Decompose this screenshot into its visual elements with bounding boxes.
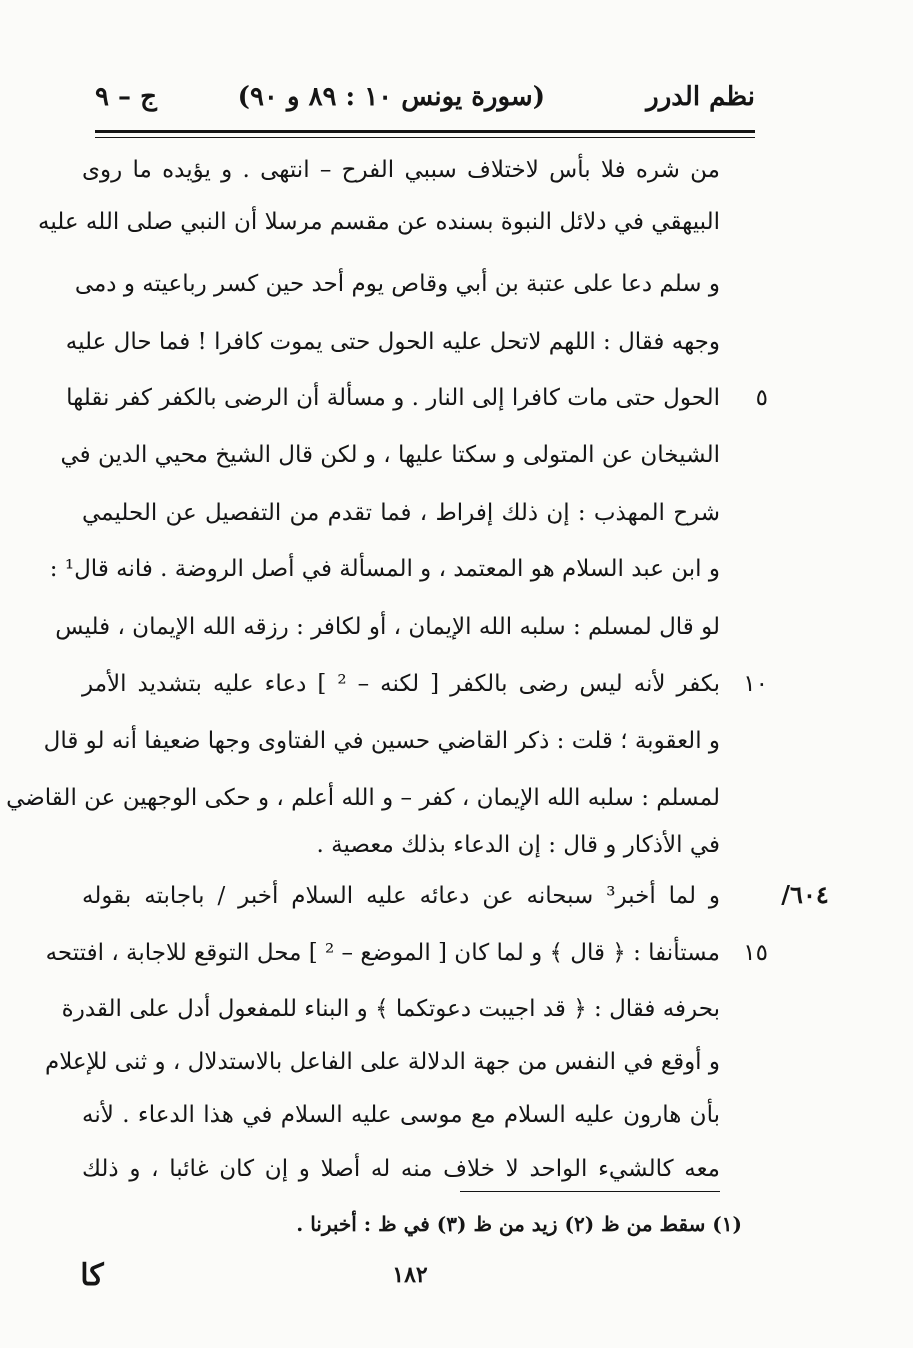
line-number [728,607,768,647]
text-line: من شره فلا بأس لاختلاف سببي الفرح – انتهى . و يؤيده ما روى [82,157,720,183]
header-rule-thin [95,137,755,138]
line-number [728,1149,768,1189]
signature-mark: كا [80,1258,104,1293]
text-line: وجهه فقال : اللهم لاتحل عليه الحول حتى يموت كافرا ! فما حال عليه [65,329,720,355]
volume-number: ج – ٩ [95,82,157,112]
text-line: في الأذكار و قال : إن الدعاء بذلك معصية . [316,832,720,858]
footnotes: (١) سقط من ظ (٢) زيد من ظ (٣) في ظ : أخبرنا . [296,1212,742,1236]
line-number [728,876,768,916]
header-rule-thick [95,130,755,133]
text-line: و ابن عبد السلام هو المعتمد ، و المسألة في أصل الروضة . فانه قال¹ : [49,556,720,582]
line-number [728,1095,768,1135]
text-line: و سلم دعا على عتبة بن أبي وقاص يوم أحد حين كسر رباعيته و دمى [74,271,720,297]
text-line: بأن هارون عليه السلام مع موسى عليه السلام في هذا الدعاء . لأنه [82,1102,720,1128]
line-number [728,549,768,589]
line-number [728,493,768,533]
text-line: لو قال لمسلم : سلبه الله الإيمان ، أو لكافر : رزقه الله الإيمان ، فليس [55,614,720,640]
line-number [728,1042,768,1082]
text-line: شرح المهذب : إن ذلك إفراط ، فما تقدم من التفصيل عن الحليمي [82,500,720,526]
line-number [728,202,768,242]
text-line: و لما أخبر³ سبحانه عن دعائه عليه السلام أخبر / باجابته بقوله [82,883,721,909]
line-number [728,778,768,818]
line-number [728,322,768,362]
text-line: الحول حتى مات كافرا إلى النار . و مسألة أن الرضى بالكفر كفر نقلها [66,385,720,411]
running-header [95,82,755,122]
text-line: لمسلم : سلبه الله الإيمان ، كفر – و الله أعلم ، و حكى الوجهين عن القاضي [6,785,720,811]
line-number [728,721,768,761]
line-number [728,989,768,1029]
text-line: معه كالشيء الواحد لا خلاف منه له أصلا و إن كان غائبا ، و ذلك [82,1156,720,1182]
text-line: الشيخان عن المتولى و سكتا عليها ، و لكن قال الشيخ محيي الدين في [60,442,720,468]
text-line: بحرفه فقال : ﴿ قد اجيبت دعوتكما ﴾ و البناء للمفعول أدل على القدرة [61,996,720,1022]
line-number [728,150,768,190]
line-number: ٥ [755,385,768,411]
surah-reference: (سورة يونس ١٠ : ٨٩ و ٩٠) [237,82,545,112]
text-line: مستأنفا : ﴿ قال ﴾ و لما كان [ الموضع – ² ] محل التوقع للاجابة ، افتتحه [45,940,720,966]
text-line: و أوقع في النفس من جهة الدلالة على الفاعل بالاستدلال ، و ثنى للإعلام [44,1049,720,1075]
text-line: البيهقي في دلائل النبوة بسنده عن مقسم مرسلا أن النبي صلى الله عليه [38,209,720,235]
line-number: ١٥ [743,940,768,966]
text-line: و العقوبة ؛ قلت : ذكر القاضي حسين في الفتاوى وجها ضعيفا أنه لو قال [43,728,720,754]
book-title: نظم الدرر [646,82,755,112]
line-number [728,435,768,475]
line-number [728,825,768,865]
page-number: ١٨٢ [392,1262,428,1288]
footnote-rule [460,1191,720,1192]
margin-page-reference: ٦٠٤/ [781,880,829,909]
text-line: بكفر لأنه ليس رضى بالكفر [ لكنه – ² ] دعاء عليه بتشديد الأمر [82,671,720,697]
line-number: ١٠ [743,671,768,697]
line-number [728,264,768,304]
